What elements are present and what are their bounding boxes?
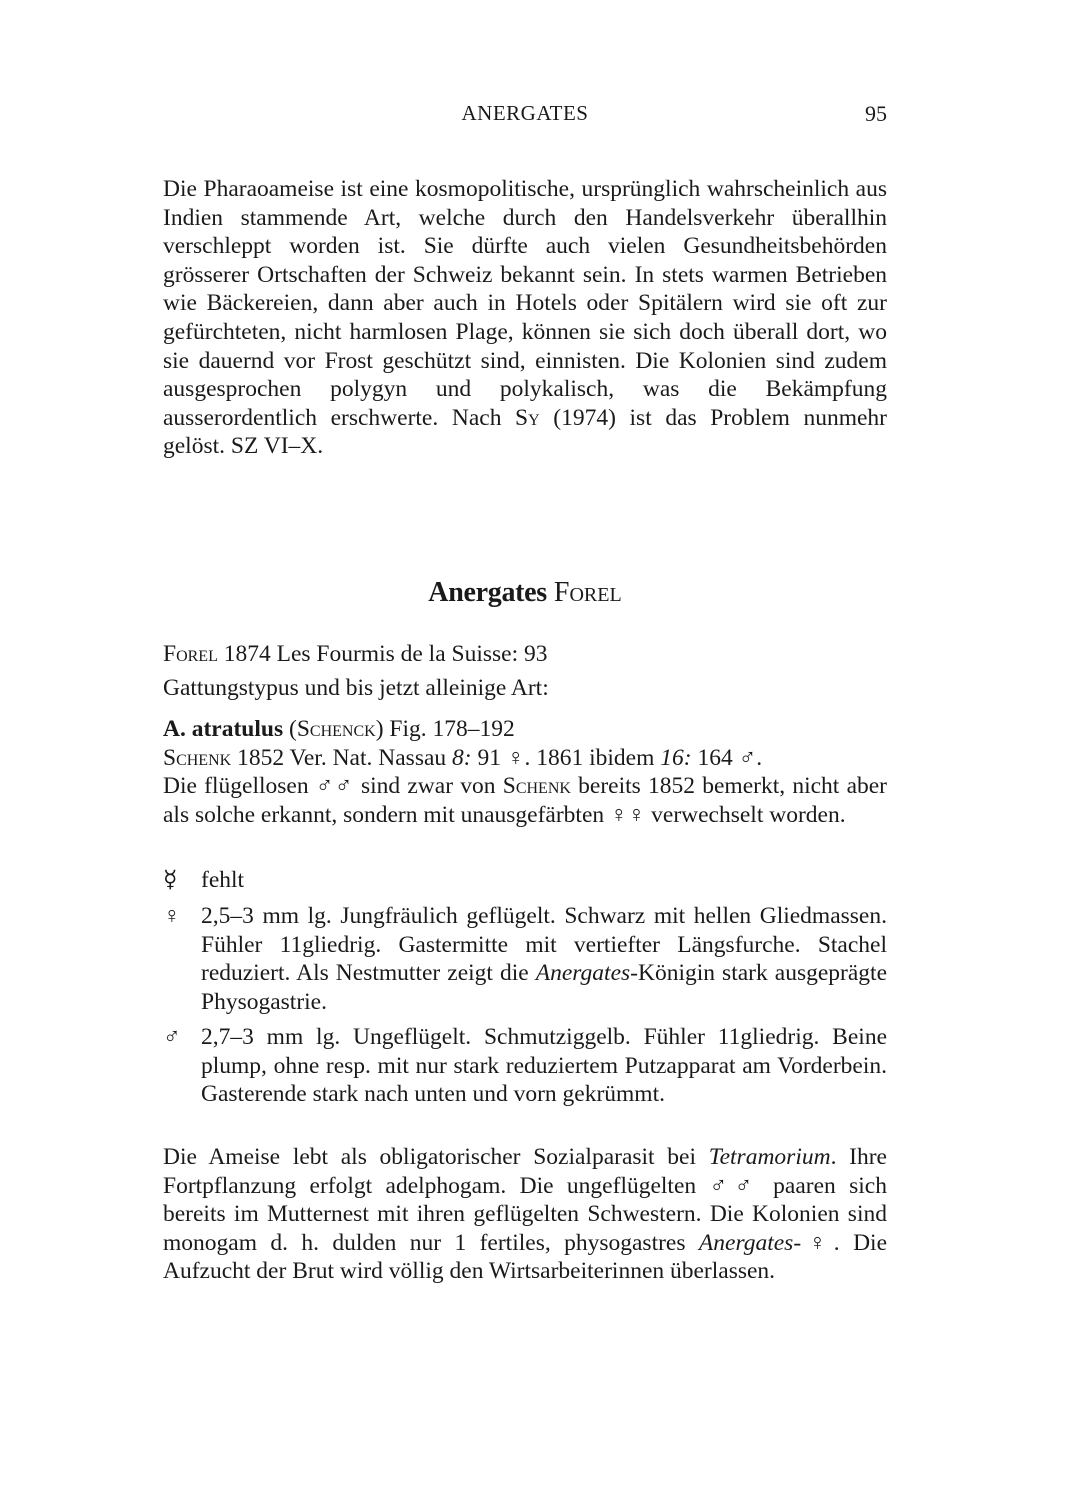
genus-reference — [163, 640, 887, 669]
species-ref-vol1: 8: — [452, 745, 472, 771]
species-figures: Fig. 178–192 — [383, 716, 515, 742]
type-line: Gattungstypus und bis jetzt alleinige Art: — [163, 675, 549, 701]
female-desc-pre: 2,5–3 mm lg. Jungfräulich geflügelt. Schwarz mit hellen Gliedmassen. Fühler 11gliedrig. Gastermitte mit vertiefter Längsfurche. Stachel reduziert. Als Nestmutter zeigt die — [201, 903, 887, 987]
genus-heading — [163, 577, 887, 609]
species-ref-part3: 164 ♂. — [691, 745, 763, 771]
genus-ref-citation: 1874 Les Fourmis de la Suisse: 93 — [217, 641, 548, 667]
worker-symbol-icon: ☿ — [163, 867, 178, 893]
female-symbol-icon: ♀ — [163, 903, 181, 929]
intro-text: Die Pharaoameise ist eine kosmopolitische, ursprünglich wahrscheinlich aus Indien stammende Art, welche durch den Handelsverkehr überallhin verschleppt worden ist. Sie dürfte auch vielen Gesundheitsbehörden grösserer Ortschaften der Schweiz bekannt sein. In stets warmen Betrieben wie Bäckereien, dann aber auch in Hotels oder Spitälern wird sie oft zur gefürchteten, nicht harmlosen Plage, können sie sich doch überall dort, wo sie dauernd vor Frost geschützt sind, einnisten. Die Kolonien sind zudem ausgesprochen polygyn und polykalisch, was die Bekämpfung ausserordentlich erschwerte. — [163, 176, 887, 431]
biology-paragraph — [163, 1143, 887, 1286]
biology-host: Tetramorium — [708, 1144, 831, 1170]
species-author-close: ) — [375, 716, 384, 742]
author-sy: Sy — [515, 404, 540, 431]
female-desc-post: -Königin stark ausgeprägte Physogastrie. — [201, 960, 887, 1015]
intro-paragraph — [163, 175, 887, 461]
species-author: Schenck — [296, 716, 376, 742]
intro-last-pre: Nach — [451, 404, 516, 431]
species-name: A. atratulus — [163, 716, 284, 742]
history-pre: Die flügellosen ♂♂ sind zwar von — [163, 773, 503, 799]
female-description — [201, 902, 887, 1016]
biology-genus: Anergates — [698, 1229, 794, 1256]
page-number: 95 — [865, 101, 887, 126]
male-symbol-icon: ♂ — [163, 1024, 181, 1050]
worker-description: fehlt — [201, 867, 245, 893]
biology-post: -♀. Die Aufzucht der Brut wird völlig den Wirtsarbeiterinnen überlassen. — [163, 1229, 887, 1285]
genus-author: Forel — [553, 577, 622, 608]
intro-last-post: (1974) ist das Problem nunmehr gelöst. SZ VI–X. — [163, 404, 887, 460]
history-paragraph — [163, 772, 887, 829]
page-header — [163, 101, 887, 131]
species-author-open: ( — [283, 716, 297, 742]
caste-female — [163, 902, 887, 1016]
female-desc-genus: Anergates — [535, 960, 631, 987]
biology-mid: . Ihre Fortpflanzung erfolgt adelphogam. Die ungeflügelten ♂♂ paaren sich bereits im Mutternest mit ihren geflügelten Schwestern. Die Kolonien sind monogam d. h. dulden nur 1 fertiles, physogastres — [163, 1144, 887, 1256]
running-head: ANERGATES — [461, 101, 589, 125]
species-heading — [163, 715, 887, 744]
species-ref-author: Schenk — [163, 745, 232, 771]
species-reference — [163, 744, 887, 773]
species-ref-part1: 1852 Ver. Nat. Nassau — [231, 745, 453, 771]
species-ref-part2: 91 ♀. 1861 ibidem — [471, 745, 661, 771]
caste-worker — [163, 866, 887, 895]
biology-pre: Die Ameise lebt als obligatorischer Sozialparasit bei — [163, 1144, 709, 1170]
genus-name: Anergates — [428, 577, 547, 608]
genus-ref-author: Forel — [163, 641, 218, 667]
history-author: Schenk — [502, 773, 571, 799]
history-post: bereits 1852 bemerkt, nicht aber als solche erkannt, sondern mit unausgefärbten ♀♀ verwechselt worden. — [163, 773, 888, 828]
caste-male — [163, 1023, 887, 1109]
male-description: 2,7–3 mm lg. Ungeflügelt. Schmutziggelb. Fühler 11gliedrig. Beine plump, ohne resp. mit nur stark reduziertem Putzapparat am Vorderbein. Gasterende stark nach unten und vorn gekrümmt. — [201, 1024, 887, 1108]
species-ref-vol2: 16: — [660, 745, 692, 771]
